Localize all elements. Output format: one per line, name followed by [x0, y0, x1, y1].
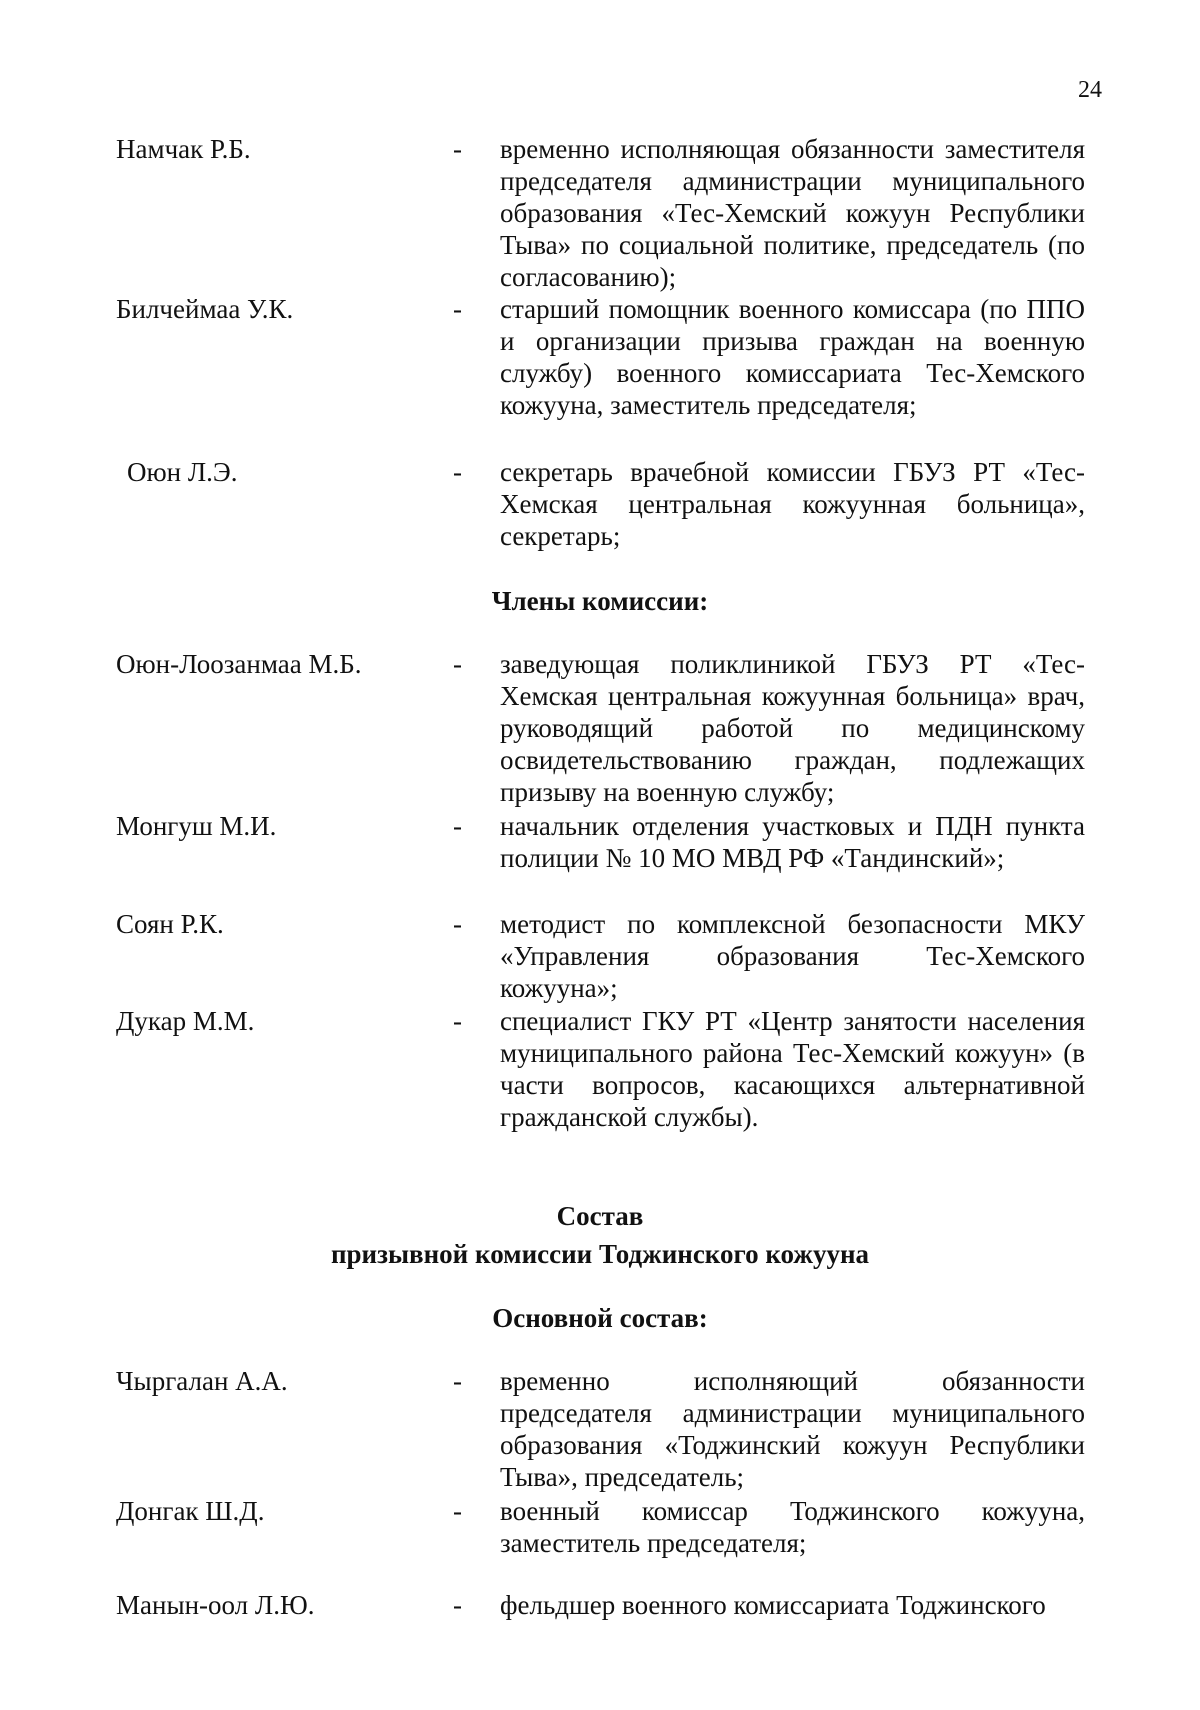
- person-role: заведующая поликлиникой ГБУЗ РТ «Тес-Хемская центральная кожуунная больница» врач, руководящий работой по медицинскому освидетельствованию граждан, подлежащих призыву на военную службу;: [500, 649, 1085, 807]
- person-name: Чыргалан А.А.: [116, 1366, 288, 1396]
- section-subtitle: призывной комиссии Тоджинского кожууна: [330, 1239, 870, 1269]
- person-role: временно исполняющая обязанности заместителя председателя администрации муниципального образования «Тес-Хемский кожуун Республики Тыва» по социальной политике, председатель (по согласованию);: [500, 134, 1085, 292]
- page-number: 24: [1078, 77, 1102, 103]
- person-name: Намчак Р.Б.: [116, 134, 251, 164]
- person-name: Билчеймаа У.К.: [116, 294, 294, 324]
- section-title: Состав: [556, 1201, 644, 1231]
- dash: -: [453, 649, 462, 679]
- members-heading: Члены комиссии:: [491, 586, 709, 616]
- person-name: Оюн Л.Э.: [127, 457, 238, 487]
- dash: -: [453, 909, 462, 939]
- dash: -: [453, 1590, 462, 1620]
- person-role: фельдшер военного комиссариата Тоджинского: [500, 1590, 1046, 1620]
- dash: -: [453, 457, 462, 487]
- person-role: методист по комплексной безопасности МКУ «Управления образования Тес-Хемского кожууна»;: [500, 909, 1085, 1003]
- dash: -: [453, 1366, 462, 1396]
- dash: -: [453, 1496, 462, 1526]
- dash: -: [453, 294, 462, 324]
- person-name: Дукар М.М.: [116, 1006, 255, 1036]
- dash: -: [453, 1006, 462, 1036]
- person-name: Монгуш М.И.: [116, 811, 277, 841]
- person-role: начальник отделения участковых и ПДН пункта полиции № 10 МО МВД РФ «Тандинский»;: [500, 811, 1085, 873]
- person-role: военный комиссар Тоджинского кожууна, заместитель председателя;: [500, 1496, 1085, 1558]
- dash: -: [453, 811, 462, 841]
- person-name: Соян Р.К.: [116, 909, 224, 939]
- person-name: Донгак Ш.Д.: [116, 1496, 265, 1526]
- person-name: Оюн-Лоозанмаа М.Б.: [116, 649, 362, 679]
- person-role: старший помощник военного комиссара (по ППО и организации призыва граждан на военную службу) военного комиссариата Тес-Хемского кожууна, заместитель председателя;: [500, 294, 1085, 420]
- person-role: временно исполняющий обязанности председателя администрации муниципального образования «Тоджинский кожуун Республики Тыва», председатель;: [500, 1366, 1085, 1492]
- person-role: специалист ГКУ РТ «Центр занятости населения муниципального района Тес-Хемский кожуун» (в части вопросов, касающихся альтернативной гражданской службы).: [500, 1006, 1085, 1132]
- dash: -: [453, 134, 462, 164]
- person-role: секретарь врачебной комиссии ГБУЗ РТ «Тес-Хемская центральная кожуунная больница», секретарь;: [500, 457, 1085, 551]
- person-name: Манын-оол Л.Ю.: [116, 1590, 315, 1620]
- main-composition-heading: Основной состав:: [492, 1303, 708, 1333]
